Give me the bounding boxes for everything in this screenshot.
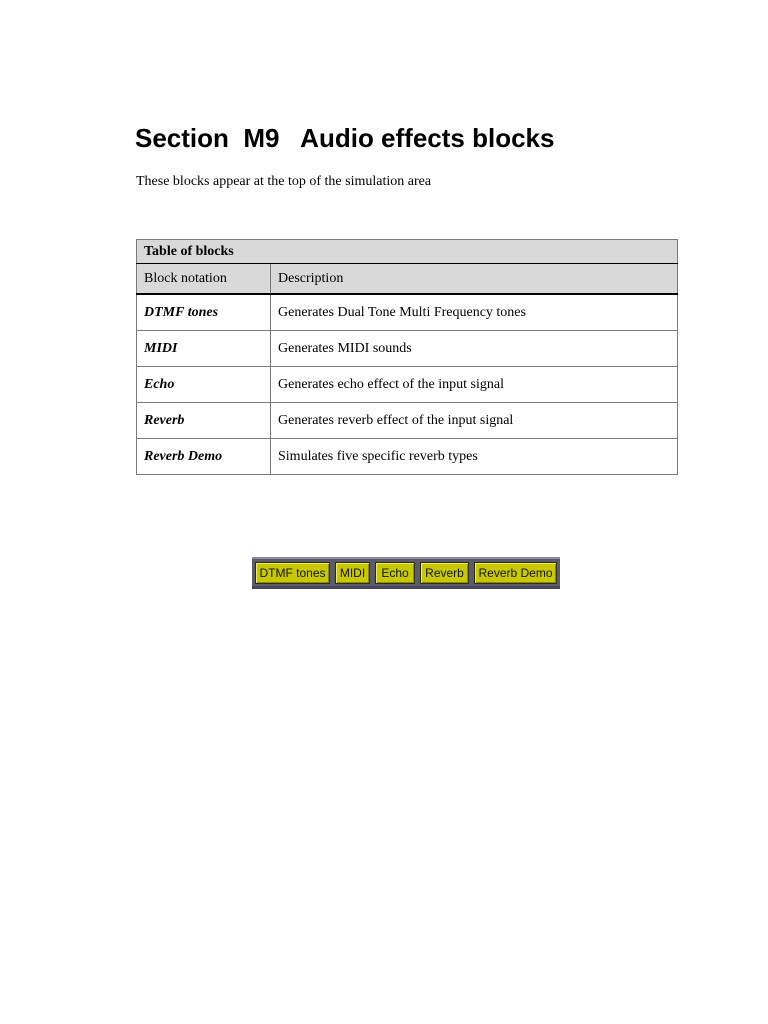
- audio-effects-toolbar: [252, 557, 560, 589]
- header-description: Description: [271, 264, 678, 295]
- block-description: Generates echo effect of the input signal: [271, 367, 678, 403]
- dtmf-tones-button[interactable]: DTMF tones: [255, 562, 330, 584]
- echo-button[interactable]: Echo: [375, 562, 415, 584]
- table-header-row: [137, 264, 678, 295]
- table-caption-row: [137, 240, 678, 264]
- blocks-table: [136, 239, 678, 475]
- header-block-notation: Block notation: [137, 264, 271, 295]
- table-row: [137, 331, 678, 367]
- block-name: Echo: [137, 367, 271, 403]
- table-row: [137, 367, 678, 403]
- table-row: [137, 439, 678, 475]
- table-caption: Table of blocks: [137, 240, 678, 264]
- block-description: Generates Dual Tone Multi Frequency tones: [271, 294, 678, 331]
- intro-text: These blocks appear at the top of the simulation area: [136, 174, 432, 189]
- page-title: Section M9 Audio effects blocks: [135, 123, 555, 153]
- table-row: [137, 294, 678, 331]
- reverb-button[interactable]: Reverb: [420, 562, 469, 584]
- block-name: Reverb: [137, 403, 271, 439]
- block-description: Generates reverb effect of the input signal: [271, 403, 678, 439]
- midi-button[interactable]: MIDI: [335, 562, 370, 584]
- block-description: Simulates five specific reverb types: [271, 439, 678, 475]
- block-name: Reverb Demo: [137, 439, 271, 475]
- reverb-demo-button[interactable]: Reverb Demo: [474, 562, 557, 584]
- block-description: Generates MIDI sounds: [271, 331, 678, 367]
- table-row: [137, 403, 678, 439]
- block-name: DTMF tones: [137, 294, 271, 331]
- block-name: MIDI: [137, 331, 271, 367]
